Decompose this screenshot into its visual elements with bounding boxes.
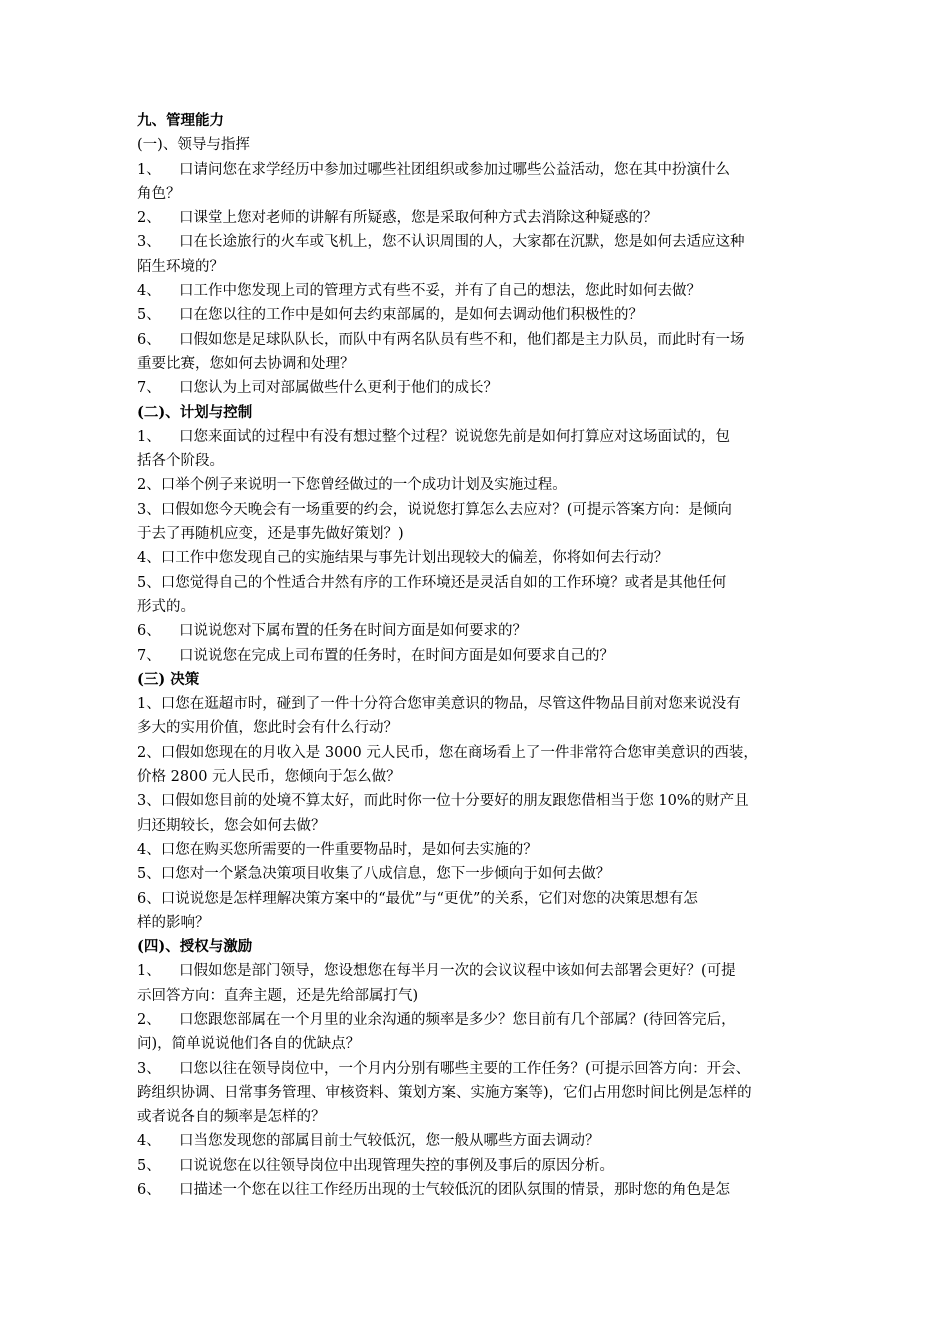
question-text: 或者说各自的频率是怎样的？	[137, 1109, 326, 1126]
question-text: 口说说您对下属布置的任务在时间方面是如何要求的？	[179, 623, 527, 640]
question-item	[137, 1008, 827, 1032]
question-item	[137, 303, 827, 327]
question-number: 6、	[137, 890, 161, 907]
question-item	[137, 619, 827, 643]
question-number: 3、	[137, 501, 161, 518]
question-number: 4、	[137, 283, 161, 300]
question-item	[137, 692, 827, 716]
question-text: 括各个阶段。	[137, 453, 224, 470]
question-text: 口您以往在领导岗位中，一个月内分别有哪些主要的工作任务？(可提示回答方向：开会、	[179, 1060, 751, 1077]
question-number: 2、	[137, 210, 161, 227]
question-item	[137, 206, 827, 230]
question-item	[137, 546, 827, 570]
question-text: 口您觉得自己的个性适合井然有序的工作环境还是灵活自如的工作环境？或者是其他任何	[160, 574, 727, 591]
question-text: 样的影响？	[137, 914, 210, 931]
question-continuation	[137, 449, 827, 473]
section-heading: (二)、计划与控制	[137, 403, 253, 421]
question-item	[137, 473, 827, 497]
section-heading: (四)、授权与激励	[137, 938, 253, 956]
page-title: 九、管理能力	[137, 112, 224, 129]
question-number: 3、	[137, 1060, 161, 1077]
question-text: 口您认为上司对部属做些什么更利于他们的成长？	[179, 380, 498, 397]
question-number: 3、	[137, 234, 161, 251]
question-text: 口说说您是怎样理解决策方案中的“最优”与“更优”的关系，它们对您的决策思想有怎	[160, 890, 698, 907]
question-text: 口举个例子来说明一下您曾经做过的一个成功计划及实施过程。	[160, 477, 567, 494]
question-text: 口您在逛超市时，碰到了一件十分符合您审美意识的物品，尽管这件物品目前对您来说没有	[160, 696, 741, 713]
question-continuation	[137, 352, 827, 376]
question-item	[137, 1129, 827, 1153]
question-number: 7、	[137, 380, 161, 397]
question-text: 口假如您是部门领导，您设想您在每半月一次的会议议程中该如何去部署会更好？(可提	[179, 963, 736, 980]
question-text: 形式的。	[137, 598, 195, 615]
question-item	[137, 1154, 827, 1178]
question-text: 于去了再随机应变，还是事先做好策划？)	[137, 526, 404, 543]
question-text: 多大的实用价值，您此时会有什么行动？	[137, 720, 398, 737]
question-text: 口假如您现在的月收入是 3000 元人民币，您在商场看上了一件非常符合您审美意识的西装，	[160, 744, 758, 761]
question-text: 口工作中您发现上司的管理方式有些不妥，并有了自己的想法，您此时如何去做？	[179, 283, 701, 300]
question-number: 2、	[137, 744, 161, 761]
question-item	[137, 279, 827, 303]
question-number: 5、	[137, 866, 161, 883]
question-text: 口您来面试的过程中有没有想过整个过程？说说您先前是如何打算应对这场面试的，包	[179, 428, 730, 445]
document-page	[137, 109, 827, 1202]
question-text: 口当您发现您的部属目前士气较低沉，您一般从哪些方面去调动？	[179, 1133, 600, 1150]
question-text: 跨组织协调、日常事务管理、审核资料、策划方案、实施方案等)，它们占用您时间比例是怎样的	[137, 1084, 752, 1101]
question-number: 4、	[137, 841, 161, 858]
question-number: 6、	[137, 623, 161, 640]
question-text: 口工作中您发现自己的实施结果与事先计划出现较大的偏差，你将如何去行动？	[160, 550, 669, 567]
question-text: 口在长途旅行的火车或飞机上，您不认识周围的人，大家都在沉默，您是如何去适应这种	[179, 234, 745, 251]
question-text: 口在您以往的工作中是如何去约束部属的，是如何去调动他们积极性的？	[179, 307, 643, 324]
section-heading: (三) 决策	[137, 670, 200, 688]
question-number: 1、	[137, 428, 161, 445]
question-item	[137, 789, 827, 813]
question-continuation	[137, 911, 827, 935]
question-number: 1、	[137, 963, 161, 980]
question-item	[137, 887, 827, 911]
question-continuation	[137, 1081, 827, 1105]
question-item	[137, 959, 827, 983]
question-item	[137, 1178, 827, 1202]
question-continuation	[137, 814, 827, 838]
question-text: 口假如您目前的处境不算太好，而此时你一位十分要好的朋友跟您借相当于您 10%的财产且	[160, 793, 749, 810]
question-item	[137, 230, 827, 254]
question-number: 3、	[137, 793, 161, 810]
question-item	[137, 571, 827, 595]
question-item	[137, 328, 827, 352]
question-number: 2、	[137, 1011, 161, 1028]
question-text: 口您在购买您所需要的一件重要物品时，是如何去实施的？	[160, 841, 538, 858]
question-text: 示回答方向：直奔主题，还是先给部属打气)	[137, 987, 419, 1004]
question-text: 问)，简单说说他们各自的优缺点？	[137, 1036, 361, 1053]
question-text: 口您跟您部属在一个月里的业余沟通的频率是多少？您目前有几个部属？(待回答完后，	[179, 1011, 736, 1028]
question-number: 6、	[137, 331, 161, 348]
question-text: 价格 2800 元人民币，您倾向于怎么做？	[137, 769, 401, 786]
question-text: 口课堂上您对老师的讲解有所疑惑，您是采取何种方式去消除这种疑惑的？	[179, 210, 658, 227]
question-item	[137, 862, 827, 886]
question-text: 口说说您在完成上司布置的任务时，在时间方面是如何要求自己的？	[179, 647, 614, 664]
question-text: 归还期较长，您会如何去做？	[137, 817, 326, 834]
question-item	[137, 376, 827, 400]
question-item	[137, 644, 827, 668]
question-number: 7、	[137, 647, 161, 664]
question-continuation	[137, 1032, 827, 1056]
document-content	[137, 133, 827, 1202]
question-number: 4、	[137, 550, 161, 567]
question-number: 4、	[137, 1133, 161, 1150]
question-number: 1、	[137, 161, 161, 178]
question-text: 口假如您是足球队队长，而队中有两名队员有些不和，他们都是主力队员，而此时有一场	[179, 331, 745, 348]
question-text: 重要比赛，您如何去协调和处理？	[137, 355, 355, 372]
question-number: 5、	[137, 1157, 161, 1174]
question-item	[137, 425, 827, 449]
question-number: 2、	[137, 477, 161, 494]
section-heading: (一)、领导与指挥	[137, 137, 250, 154]
question-continuation	[137, 182, 827, 206]
question-continuation	[137, 522, 827, 546]
question-text: 陌生环境的？	[137, 258, 224, 275]
question-continuation	[137, 255, 827, 279]
question-continuation	[137, 765, 827, 789]
question-continuation	[137, 984, 827, 1008]
question-number: 1、	[137, 696, 161, 713]
question-text: 口请问您在求学经历中参加过哪些社团组织或参加过哪些公益活动，您在其中扮演什么	[179, 161, 730, 178]
question-text: 口假如您今天晚会有一场重要的约会，说说您打算怎么去应对？(可提示答案方向：是倾向	[160, 501, 732, 518]
question-number: 5、	[137, 307, 161, 324]
question-item	[137, 498, 827, 522]
question-text: 口描述一个您在以往工作经历出现的士气较低沉的团队氛围的情景，那时您的角色是怎	[179, 1182, 730, 1199]
question-continuation	[137, 595, 827, 619]
question-text: 口您对一个紧急决策项目收集了八成信息，您下一步倾向于如何去做？	[160, 866, 611, 883]
question-number: 6、	[137, 1182, 161, 1199]
question-item	[137, 1057, 827, 1081]
question-item	[137, 158, 827, 182]
question-continuation	[137, 1105, 827, 1129]
question-item	[137, 838, 827, 862]
question-text: 角色？	[137, 185, 181, 202]
question-item	[137, 741, 827, 765]
question-number: 5、	[137, 574, 161, 591]
question-continuation	[137, 716, 827, 740]
question-text: 口说说您在以往领导岗位中出现管理失控的事例及事后的原因分析。	[179, 1157, 614, 1174]
